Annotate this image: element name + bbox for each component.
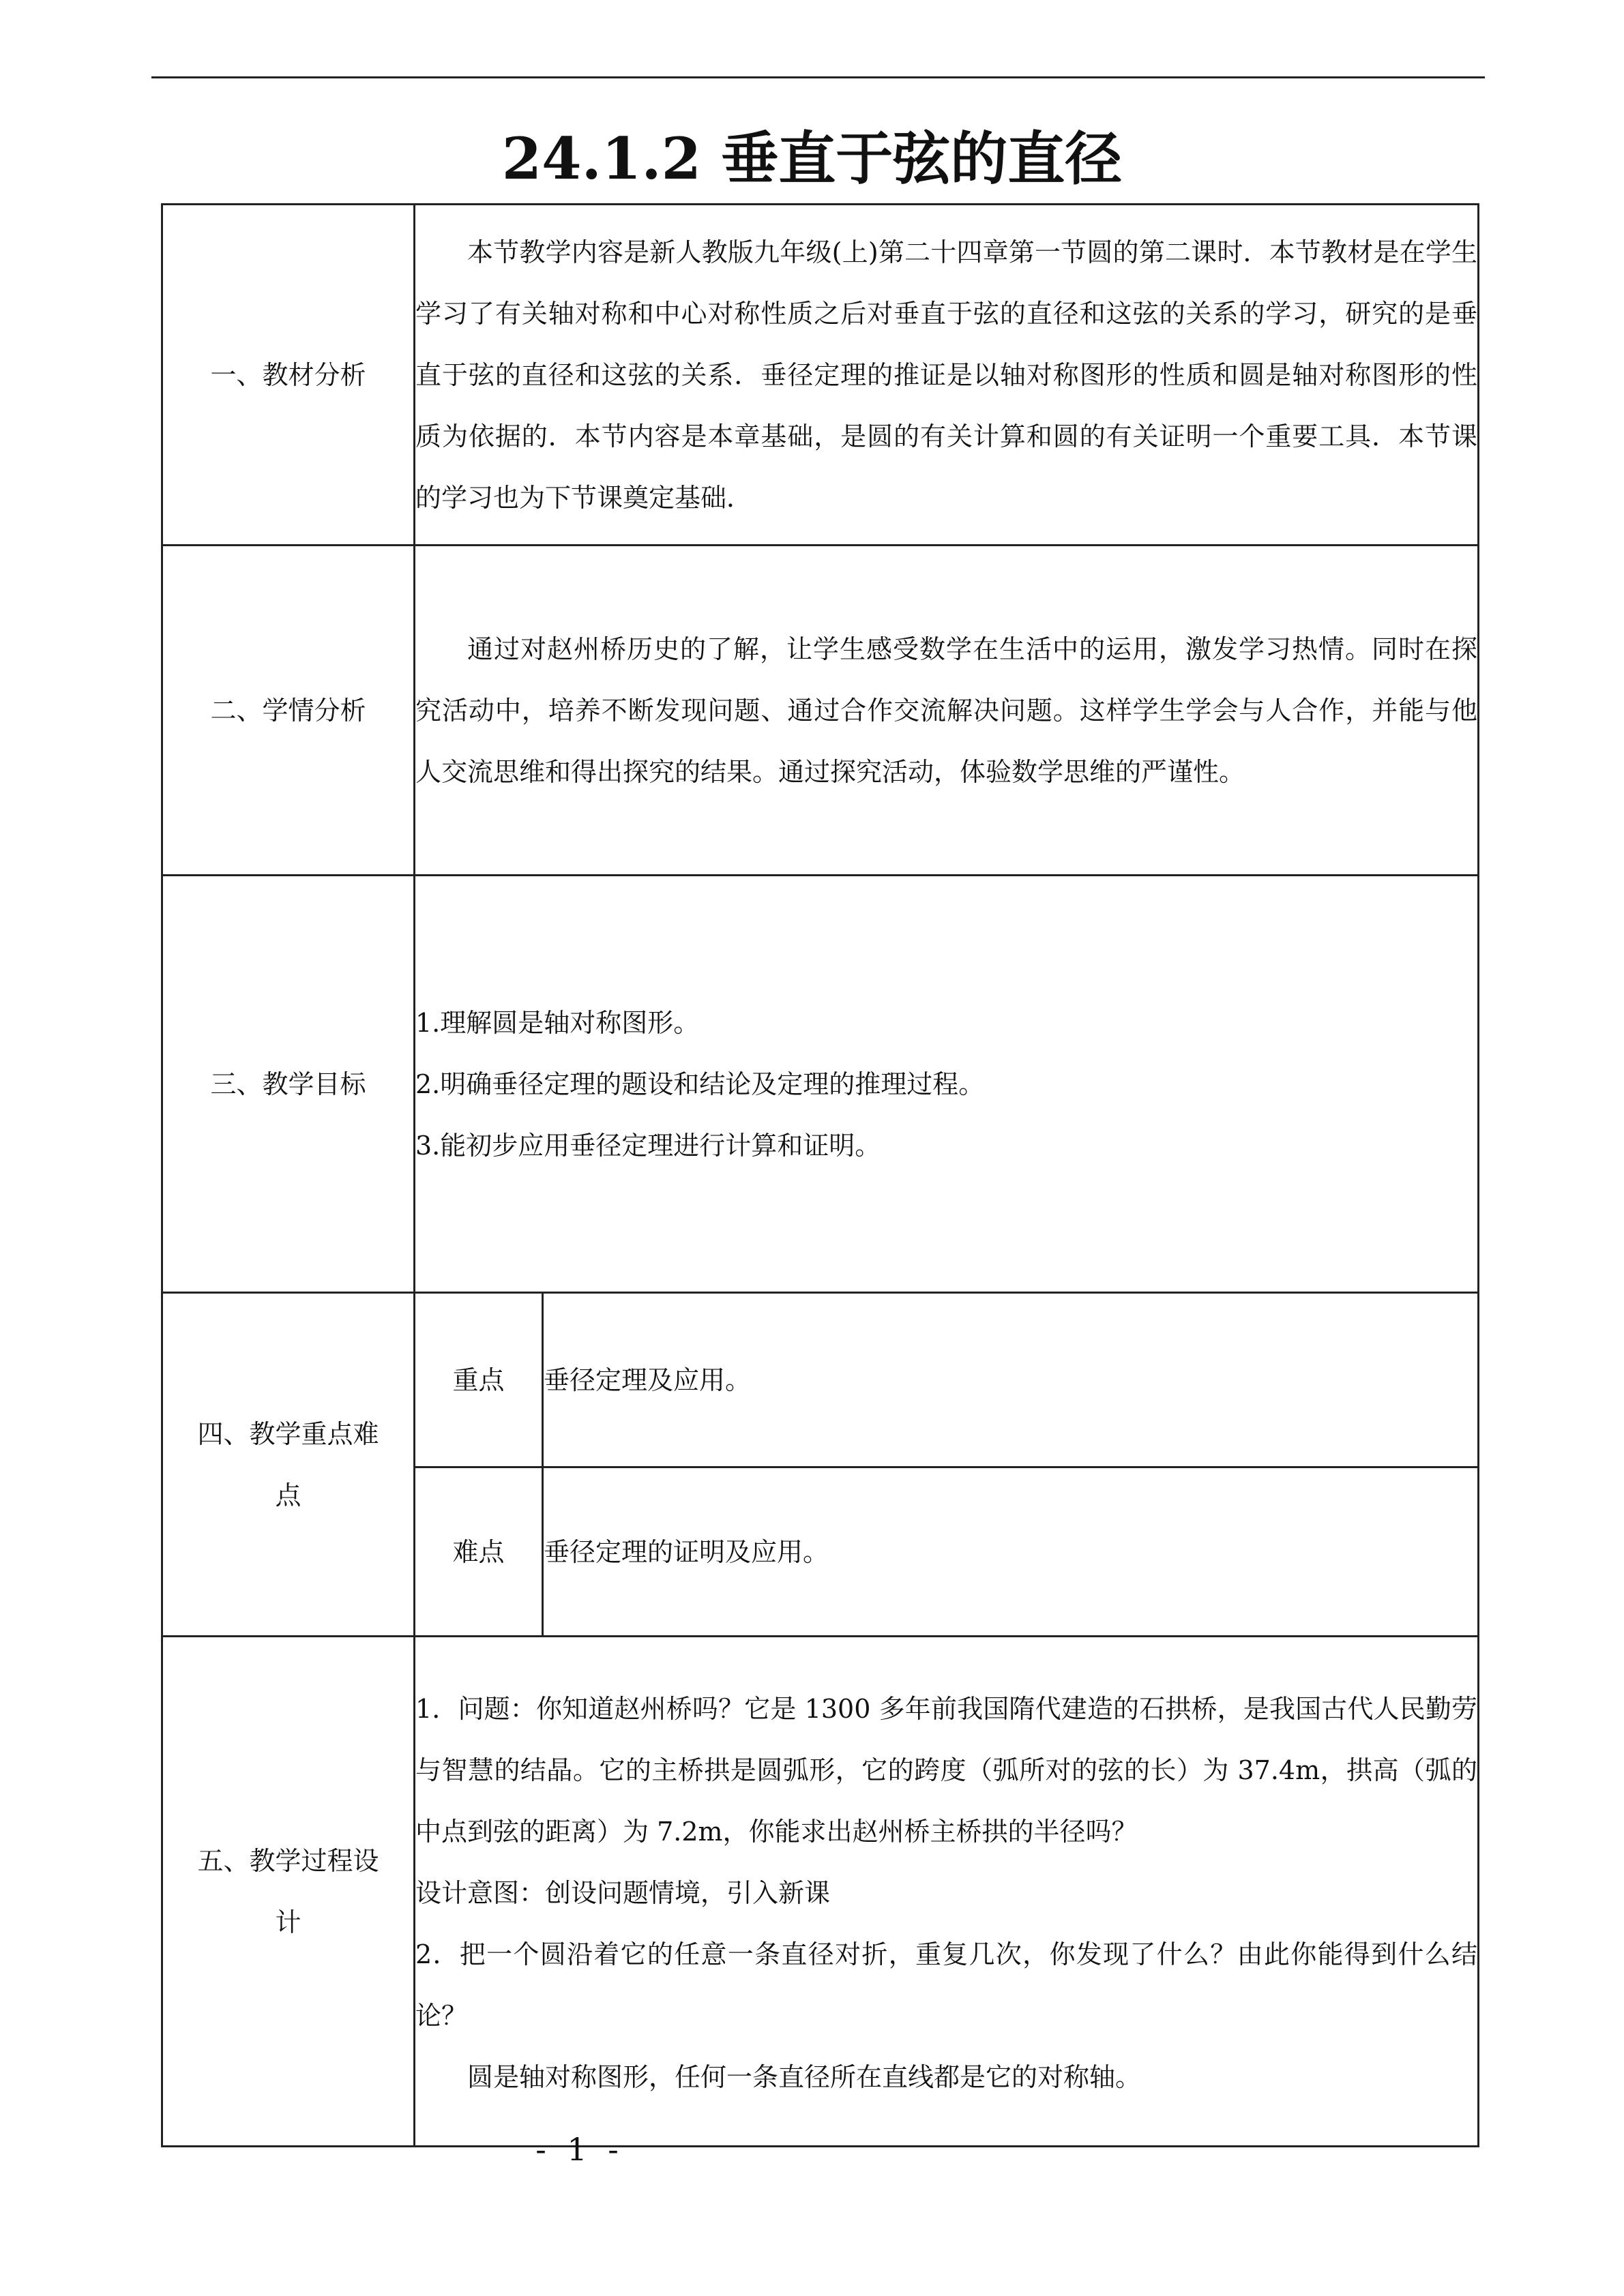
difficult-point-text: 垂径定理的证明及应用。 [544,1536,829,1567]
header-rule [151,76,1485,78]
paragraph: 通过对赵州桥历史的了解，让学生感受数学在生活中的运用，激发学习热情。同时在探究活动中，培养不断发现问题、通过合作交流解决问题。这样学生学会与人合作，并能与他人交流思维和得出探究的结果。通过探究活动，体验数学思维的严谨性。 [415,633,1478,787]
sub-content-cell [543,1293,1479,1467]
process-line: 1．问题：你知道赵州桥吗？它是 1300 多年前我国隋代建造的石拱桥，是我国古代人民勤劳与智慧的结晶。它的主桥拱是圆弧形，它的跨度（弧所对的弦的长）为 37.4m，拱高（弧的中点到弦的距离）为 7.2m，你能求出赵州桥主桥拱的半径吗？ [415,1693,1478,1847]
page-title: 24.1.2 垂直于弦的直径 [501,125,1123,192]
sub-label-cell [415,1293,543,1467]
section-label: 四、教学重点难点 [197,1418,379,1510]
row-teaching-process [162,1637,1479,2147]
section-label: 一、教材分析 [210,359,366,390]
content-cell [415,205,1479,546]
section-label: 三、教学目标 [210,1069,366,1099]
row-teaching-objectives [162,876,1479,1293]
label-cell [162,205,415,546]
process-line: 2．把一个圆沿着它的任意一条直径对折，重复几次，你发现了什么？由此你能得到什么结论？ [415,1939,1478,2031]
page-number: - 1 - [535,2131,624,2168]
sub-content-cell [543,1467,1479,1637]
label-cell [162,1637,415,2147]
objective-item: 3.能初步应用垂径定理进行计算和证明。 [415,1130,881,1161]
label-cell [162,876,415,1293]
row-textbook-analysis [162,205,1479,546]
label-cell [162,1293,415,1637]
paragraph: 本节教学内容是新人教版九年级(上)第二十四章第一节圆的第二课时．本节教材是在学生学习了有关轴对称和中心对称性质之后对垂直于弦的直径和这弦的关系的学习，研究的是垂直于弦的直径和这弦的关系．垂径定理的推证是以轴对称图形的性质和圆是轴对称图形的性质为依据的．本节内容是本章基础，是圆的有关计算和圆的有关证明一个重要工具．本节课的学习也为下节课奠定基础． [415,237,1478,513]
section-label: 五、教学过程设计 [197,1845,379,1937]
objective-item: 2.明确垂径定理的题设和结论及定理的推理过程。 [415,1069,985,1099]
key-point-label: 重点 [452,1365,505,1395]
label-cell [162,546,415,876]
difficult-point-label: 难点 [452,1536,505,1567]
content-cell [415,1637,1479,2147]
process-line: 圆是轴对称图形，任何一条直径所在直线都是它的对称轴。 [467,2061,1142,2092]
content-cell [415,876,1479,1293]
row-student-analysis [162,546,1479,876]
content-cell [415,546,1479,876]
objective-item: 1.理解圆是轴对称图形。 [415,1007,700,1038]
sub-label-cell [415,1467,543,1637]
lesson-plan-table [161,203,1479,2147]
key-point-text: 垂径定理及应用。 [544,1365,752,1395]
row-key-point [162,1293,1479,1467]
section-label: 二、学情分析 [210,695,366,726]
process-line: 设计意图：创设问题情境，引入新课 [415,1877,831,1908]
